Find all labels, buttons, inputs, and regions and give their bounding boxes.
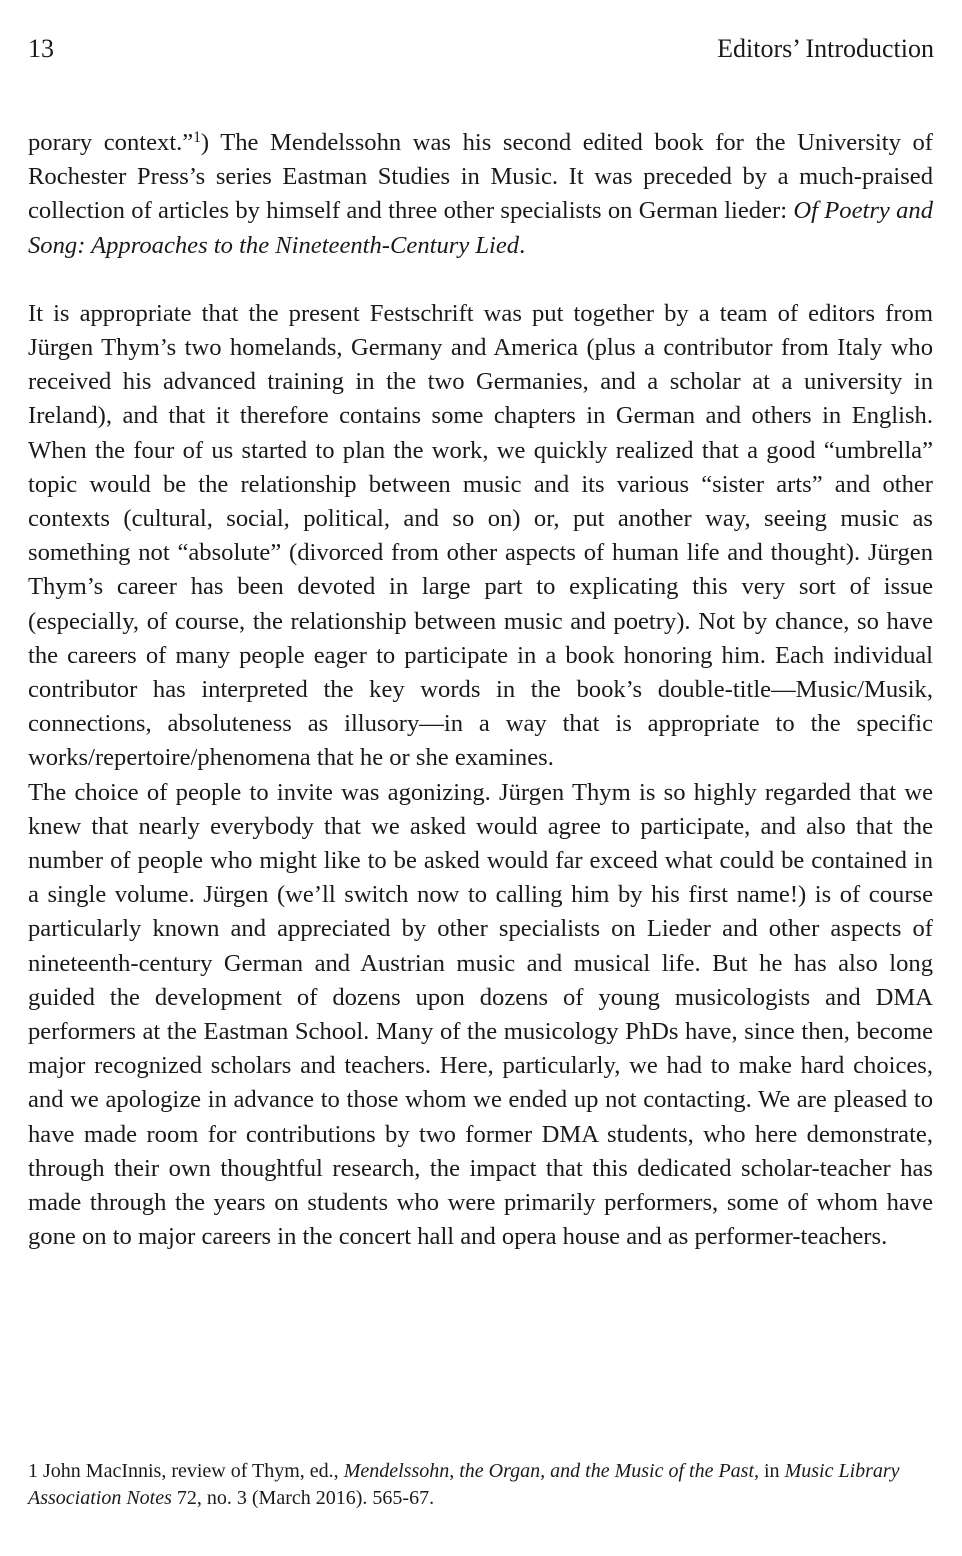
running-head: Editors’ Introduction <box>717 34 934 63</box>
page-number: 13 <box>28 34 54 63</box>
footnote-title-2: Music Library Association Notes <box>28 1460 900 1509</box>
book-title: Of Poetry and Song: Approaches to the Nineteenth-Century Lied <box>28 197 934 259</box>
paragraph-1 <box>28 126 933 263</box>
paragraph-1-text-c: . <box>519 231 526 259</box>
paragraph-1-text-a: porary context.” <box>28 129 194 156</box>
footnote-text-c: 72, no. 3 (March 2016). 565-67. <box>171 1487 435 1509</box>
footnote <box>28 1458 933 1512</box>
footnote-text-a: 1 John MacInnis, review of Thym, ed., <box>28 1460 344 1482</box>
paragraph-2: It is appropriate that the present Festschrift was put together by a team of editors from Jürgen Thym’s two homelands, Germany and America (plus a contributor from Italy who received his advanced training in the two Germanies, and a scholar at a university in Ireland), and that it therefore contains some chapters in German and others in English. When the four of us started to plan the work, we quickly realized that a good “umbrella” topic would be the relationship between music and its various “sister arts” and other contexts (cultural, social, political, and so on) or, put another way, seeing music as something not “absolute” (divorced from other aspects of human life and thought). Jürgen Thym’s career has been devoted in large part to explicating this very sort of issue (especially, of course, the relationship between music and poetry). Not by chance, so have the careers of many people eager to participate in a book honoring him. Each individual contributor has interpreted the key words in the book’s double-title—Music/Musik, connections, absoluteness as illusory—in a way that is appropriate to the specific works/repertoire/phenomena that he or she examines. <box>28 299 933 772</box>
paragraph-3: The choice of people to invite was agonizing. Jürgen Thym is so highly regarded that we knew that nearly everybody that we asked would agree to participate, and also that the number of people who might like to be asked would far exceed what could be contained in a single volume. Jürgen (we’ll switch now to calling him by his first name!) is of course particularly known and appreciated by other specialists on Lieder and other aspects of nineteenth-century German and Austrian music and musical life. But he has also long guided the development of dozens upon dozens of young musicologists and DMA performers at the Eastman School. Many of the musicology PhDs have, since then, become major recognized scholars and teachers. Here, particularly, we had to make hard choices, and we apologize in advance to those whom we ended up not contacting. We are pleased to have made room for contributions by two former DMA students, who here demonstrate, through their own thoughtful research, the impact that this dedicated scholar-teacher has made through the years on students who were primarily performers, some of whom have gone on to major careers in the concert hall and opera house and as performer-teachers. <box>28 778 933 1251</box>
footnote-text-b: , in <box>754 1460 785 1482</box>
footnote-title-1: Mendelssohn, the Organ, and the Music of the Past <box>343 1460 754 1482</box>
page-header <box>28 34 934 70</box>
paragraph-1-text-b: ) The Mendelssohn was his second edited book for the University of Rochester Press’s series Eastman Studies in Music. It was preceded by a much-praised collection of articles by himself and three other specialists on German lieder: <box>28 129 933 225</box>
footnote-reference: 1 <box>193 129 201 147</box>
body-text <box>28 126 933 1255</box>
